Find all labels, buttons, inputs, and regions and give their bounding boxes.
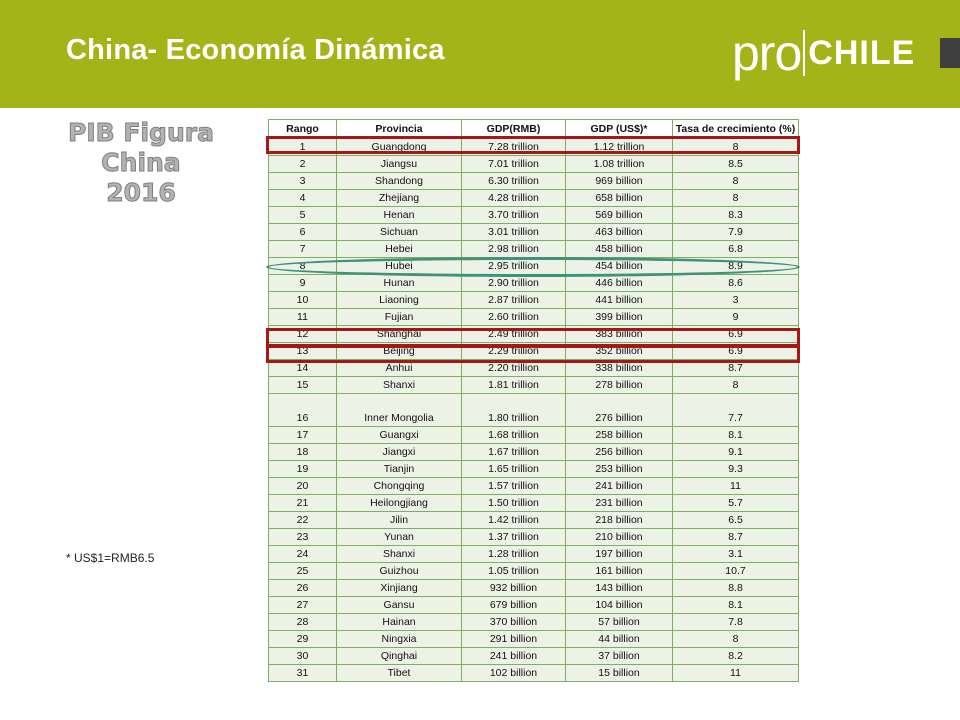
cell-growth-rate: 8.1 [673, 427, 799, 444]
cell-growth-rate: 8 [673, 631, 799, 648]
cell-growth-rate: 6.9 [673, 326, 799, 343]
cell-gdp-usd: 446 billion [566, 275, 673, 292]
cell-gdp-usd: 241 billion [566, 478, 673, 495]
cell-gdp-usd: 1.12 trillion [566, 139, 673, 156]
table-row [269, 394, 799, 427]
table-row [269, 529, 799, 546]
header-growth-rate: Tasa de crecimiento (%) [673, 120, 799, 139]
cell-gdp-rmb: 1.81 trillion [462, 377, 566, 394]
slide-title: China- Economía Dinámica [66, 34, 445, 66]
pib-title-line1: PIB Figura China [68, 118, 214, 177]
cell-growth-rate: 6.8 [673, 241, 799, 258]
table-row [269, 377, 799, 394]
cell-growth-rate: 8.6 [673, 275, 799, 292]
cell-gdp-rmb: 1.42 trillion [462, 512, 566, 529]
cell-provincia: Tibet [337, 665, 462, 682]
cell-rango: 19 [269, 461, 337, 478]
cell-gdp-rmb: 2.49 trillion [462, 326, 566, 343]
table-row [269, 665, 799, 682]
highlight-box-beijing [266, 345, 800, 363]
cell-gdp-rmb: 1.37 trillion [462, 529, 566, 546]
cell-provincia: Liaoning [337, 292, 462, 309]
table-row [269, 461, 799, 478]
cell-rango: 5 [269, 207, 337, 224]
cell-gdp-rmb: 7.01 trillion [462, 156, 566, 173]
cell-provincia: Shandong [337, 173, 462, 190]
cell-rango: 13 [269, 343, 337, 360]
cell-gdp-rmb: 2.98 trillion [462, 241, 566, 258]
cell-provincia: Hainan [337, 614, 462, 631]
cell-provincia: Chongqing [337, 478, 462, 495]
cell-growth-rate: 8.5 [673, 156, 799, 173]
cell-gdp-rmb: 1.68 trillion [462, 427, 566, 444]
cell-gdp-usd: 210 billion [566, 529, 673, 546]
cell-provincia: Yunan [337, 529, 462, 546]
cell-provincia: Tianjin [337, 461, 462, 478]
cell-provincia: Hebei [337, 241, 462, 258]
logo-chile-text: CHILE [808, 34, 916, 72]
cell-gdp-rmb: 7.28 trillion [462, 139, 566, 156]
cell-rango: 29 [269, 631, 337, 648]
cell-rango: 17 [269, 427, 337, 444]
cell-provincia: Sichuan [337, 224, 462, 241]
cell-rango: 25 [269, 563, 337, 580]
cell-gdp-usd: 104 billion [566, 597, 673, 614]
exchange-rate-footnote: * US$1=RMB6.5 [66, 551, 155, 565]
header-bar [0, 0, 960, 108]
cell-gdp-rmb: 4.28 trillion [462, 190, 566, 207]
cell-gdp-usd: 37 billion [566, 648, 673, 665]
cell-gdp-usd: 454 billion [566, 258, 673, 275]
cell-growth-rate: 6.9 [673, 343, 799, 360]
cell-gdp-usd: 399 billion [566, 309, 673, 326]
cell-gdp-rmb: 291 billion [462, 631, 566, 648]
logo-dark-block [940, 38, 960, 68]
cell-provincia: Shanghai [337, 326, 462, 343]
cell-provincia: Fujian [337, 309, 462, 326]
cell-growth-rate: 7.8 [673, 614, 799, 631]
cell-rango: 7 [269, 241, 337, 258]
cell-rango: 26 [269, 580, 337, 597]
cell-gdp-rmb: 1.28 trillion [462, 546, 566, 563]
table-row [269, 427, 799, 444]
cell-growth-rate: 11 [673, 665, 799, 682]
cell-growth-rate: 5.7 [673, 495, 799, 512]
cell-gdp-usd: 569 billion [566, 207, 673, 224]
table-row [269, 478, 799, 495]
cell-gdp-usd: 383 billion [566, 326, 673, 343]
cell-provincia: Jilin [337, 512, 462, 529]
cell-provincia: Heilongjiang [337, 495, 462, 512]
table-row [269, 241, 799, 258]
table-row [269, 207, 799, 224]
header-gdp-rmb: GDP(RMB) [462, 120, 566, 139]
cell-provincia: Henan [337, 207, 462, 224]
cell-gdp-rmb: 2.60 trillion [462, 309, 566, 326]
cell-growth-rate: 9.3 [673, 461, 799, 478]
cell-rango: 9 [269, 275, 337, 292]
cell-provincia: Jiangsu [337, 156, 462, 173]
cell-provincia: Inner Mongolia [337, 394, 462, 427]
cell-gdp-usd: 197 billion [566, 546, 673, 563]
table-row [269, 173, 799, 190]
cell-provincia: Guangdong [337, 139, 462, 156]
cell-rango: 16 [269, 394, 337, 427]
cell-gdp-rmb: 102 billion [462, 665, 566, 682]
cell-gdp-usd: 15 billion [566, 665, 673, 682]
table-row [269, 309, 799, 326]
table-row [269, 190, 799, 207]
cell-gdp-usd: 231 billion [566, 495, 673, 512]
cell-gdp-rmb: 2.29 trillion [462, 343, 566, 360]
cell-provincia: Jiangxi [337, 444, 462, 461]
prochile-logo [732, 26, 915, 80]
cell-gdp-rmb: 2.95 trillion [462, 258, 566, 275]
cell-growth-rate: 8.9 [673, 258, 799, 275]
table-row [269, 495, 799, 512]
cell-provincia: Shanxi [337, 546, 462, 563]
cell-rango: 14 [269, 360, 337, 377]
cell-gdp-rmb: 679 billion [462, 597, 566, 614]
cell-growth-rate: 8 [673, 190, 799, 207]
cell-gdp-usd: 253 billion [566, 461, 673, 478]
cell-gdp-rmb: 1.57 trillion [462, 478, 566, 495]
table-row [269, 292, 799, 309]
header-gdp-usd: GDP (US$)* [566, 120, 673, 139]
cell-gdp-usd: 276 billion [566, 394, 673, 427]
cell-gdp-usd: 1.08 trillion [566, 156, 673, 173]
cell-provincia: Anhui [337, 360, 462, 377]
cell-gdp-usd: 441 billion [566, 292, 673, 309]
cell-gdp-usd: 218 billion [566, 512, 673, 529]
table-row [269, 512, 799, 529]
cell-gdp-rmb: 932 billion [462, 580, 566, 597]
gdp-table [268, 119, 799, 682]
table-row [269, 275, 799, 292]
cell-gdp-rmb: 6.30 trillion [462, 173, 566, 190]
cell-growth-rate: 8.3 [673, 207, 799, 224]
cell-gdp-usd: 57 billion [566, 614, 673, 631]
cell-gdp-usd: 458 billion [566, 241, 673, 258]
cell-provincia: Hunan [337, 275, 462, 292]
cell-provincia: Guangxi [337, 427, 462, 444]
cell-gdp-rmb: 1.50 trillion [462, 495, 566, 512]
cell-gdp-usd: 463 billion [566, 224, 673, 241]
cell-provincia: Shanxi [337, 377, 462, 394]
highlight-ellipse-hubei [266, 257, 800, 277]
cell-rango: 21 [269, 495, 337, 512]
table-row [269, 631, 799, 648]
logo-pro-text: pro [732, 25, 802, 81]
cell-growth-rate: 10.7 [673, 563, 799, 580]
cell-provincia: Qinghai [337, 648, 462, 665]
cell-rango: 11 [269, 309, 337, 326]
cell-growth-rate: 3 [673, 292, 799, 309]
table-row [269, 580, 799, 597]
cell-rango: 3 [269, 173, 337, 190]
cell-rango: 6 [269, 224, 337, 241]
cell-gdp-rmb: 1.80 trillion [462, 394, 566, 427]
cell-provincia: Xinjiang [337, 580, 462, 597]
cell-gdp-usd: 143 billion [566, 580, 673, 597]
cell-gdp-rmb: 2.87 trillion [462, 292, 566, 309]
cell-rango: 1 [269, 139, 337, 156]
cell-provincia: Gansu [337, 597, 462, 614]
cell-gdp-usd: 658 billion [566, 190, 673, 207]
cell-rango: 15 [269, 377, 337, 394]
cell-rango: 12 [269, 326, 337, 343]
cell-growth-rate: 6.5 [673, 512, 799, 529]
cell-gdp-rmb: 1.65 trillion [462, 461, 566, 478]
cell-provincia: Beijing [337, 343, 462, 360]
pib-title-line2: 2016 [106, 178, 176, 207]
cell-growth-rate: 7.9 [673, 224, 799, 241]
cell-provincia: Guizhou [337, 563, 462, 580]
cell-gdp-usd: 278 billion [566, 377, 673, 394]
table-row [269, 648, 799, 665]
cell-provincia: Zhejiang [337, 190, 462, 207]
cell-rango: 10 [269, 292, 337, 309]
cell-rango: 30 [269, 648, 337, 665]
cell-rango: 27 [269, 597, 337, 614]
pib-title [28, 118, 254, 208]
cell-rango: 22 [269, 512, 337, 529]
cell-gdp-rmb: 370 billion [462, 614, 566, 631]
cell-growth-rate: 8.8 [673, 580, 799, 597]
cell-gdp-rmb: 2.90 trillion [462, 275, 566, 292]
cell-rango: 2 [269, 156, 337, 173]
cell-rango: 31 [269, 665, 337, 682]
table-row [269, 563, 799, 580]
cell-gdp-usd: 256 billion [566, 444, 673, 461]
cell-rango: 23 [269, 529, 337, 546]
table-row [269, 546, 799, 563]
cell-growth-rate: 3.1 [673, 546, 799, 563]
cell-growth-rate: 9.1 [673, 444, 799, 461]
cell-gdp-rmb: 2.20 trillion [462, 360, 566, 377]
logo-divider [803, 30, 805, 76]
cell-rango: 18 [269, 444, 337, 461]
cell-growth-rate: 7.7 [673, 394, 799, 427]
header-rango: Rango [269, 120, 337, 139]
cell-growth-rate: 8.2 [673, 648, 799, 665]
cell-gdp-rmb: 1.05 trillion [462, 563, 566, 580]
highlight-box-guangdong [266, 136, 800, 154]
cell-gdp-usd: 258 billion [566, 427, 673, 444]
cell-gdp-usd: 969 billion [566, 173, 673, 190]
cell-gdp-usd: 44 billion [566, 631, 673, 648]
cell-gdp-rmb: 3.70 trillion [462, 207, 566, 224]
cell-rango: 28 [269, 614, 337, 631]
table-row [269, 597, 799, 614]
cell-provincia: Ningxia [337, 631, 462, 648]
cell-gdp-usd: 338 billion [566, 360, 673, 377]
cell-growth-rate: 9 [673, 309, 799, 326]
cell-rango: 24 [269, 546, 337, 563]
cell-gdp-usd: 352 billion [566, 343, 673, 360]
cell-growth-rate: 11 [673, 478, 799, 495]
table-row [269, 444, 799, 461]
cell-rango: 4 [269, 190, 337, 207]
cell-gdp-rmb: 241 billion [462, 648, 566, 665]
table-row [269, 224, 799, 241]
cell-rango: 8 [269, 258, 337, 275]
table-body [269, 139, 799, 682]
table-row [269, 156, 799, 173]
cell-growth-rate: 8.1 [673, 597, 799, 614]
cell-gdp-rmb: 1.67 trillion [462, 444, 566, 461]
cell-growth-rate: 8 [673, 377, 799, 394]
cell-rango: 20 [269, 478, 337, 495]
cell-gdp-usd: 161 billion [566, 563, 673, 580]
table-row [269, 614, 799, 631]
cell-gdp-rmb: 3.01 trillion [462, 224, 566, 241]
cell-growth-rate: 8 [673, 139, 799, 156]
cell-provincia: Hubei [337, 258, 462, 275]
header-provincia: Provincia [337, 120, 462, 139]
cell-growth-rate: 8 [673, 173, 799, 190]
cell-growth-rate: 8.7 [673, 360, 799, 377]
cell-growth-rate: 8.7 [673, 529, 799, 546]
